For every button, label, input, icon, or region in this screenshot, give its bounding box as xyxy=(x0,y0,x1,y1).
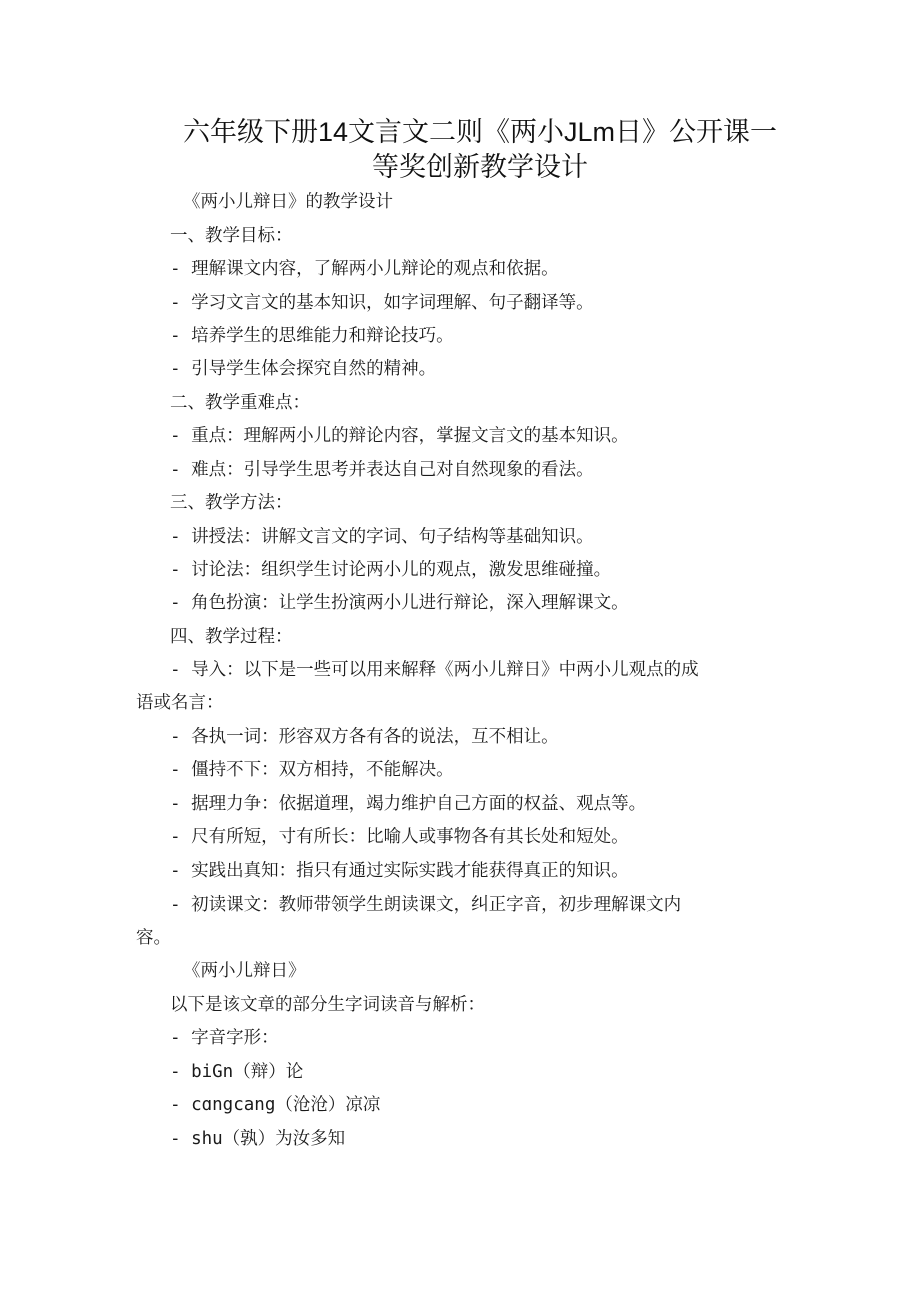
list-item: - 学习文言文的基本知识，如字词理解、句子翻译等。 xyxy=(170,293,594,313)
list-item: - 尺有所短，寸有所长：比喻人或事物各有其长处和短处。 xyxy=(170,827,629,847)
list-item: - 实践出真知：指只有通过实际实践才能获得真正的知识。 xyxy=(170,861,629,881)
list-item: - 培养学生的思维能力和辩论技巧。 xyxy=(170,326,454,346)
list-item: - 讨论法：组织学生讨论两小儿的观点，激发思维碰撞。 xyxy=(170,560,612,580)
section-heading-objectives: 一、教学目标： xyxy=(170,226,293,246)
list-item: - 据理力争：依据道理，竭力维护自己方面的权益、观点等。 xyxy=(170,794,647,814)
list-item: - 初读课文：教师带领学生朗读课文，纠正字音，初步理解课文内 xyxy=(170,895,682,915)
list-item: - 重点：理解两小儿的辩论内容，掌握文言文的基本知识。 xyxy=(170,426,629,446)
list-item: - 角色扮演：让学生扮演两小儿进行辩论，深入理解课文。 xyxy=(170,593,629,613)
text-title: 《两小儿辩日》 xyxy=(183,961,306,981)
list-item: - biGn（辩）论 xyxy=(170,1062,304,1082)
list-item: - cɑngcang（沧沧）凉凉 xyxy=(170,1095,381,1115)
lesson-subtitle: 《两小儿辩日》的教学设计 xyxy=(183,192,393,212)
document-title-line-1: 六年级下册14文言文二则《两小JLm日》公开课一 xyxy=(182,117,778,147)
list-item: - 理解课文内容，了解两小儿辩论的观点和依据。 xyxy=(170,259,559,279)
list-item: - 导入：以下是一些可以用来解释《两小儿辩日》中两小儿观点的成 xyxy=(170,660,699,680)
section-heading-methods: 三、教学方法： xyxy=(170,493,293,513)
section-heading-key-points: 二、教学重难点： xyxy=(170,393,310,413)
paragraph: 以下是该文章的部分生字词读音与解析： xyxy=(170,995,485,1015)
list-item: - 讲授法：讲解文言文的字词、句子结构等基础知识。 xyxy=(170,527,594,547)
list-item-continuation: 语或名言： xyxy=(136,693,224,713)
list-item: - 字音字形： xyxy=(170,1028,279,1048)
list-item-continuation: 容。 xyxy=(136,928,171,948)
list-item: - 各执一词：形容双方各有各的说法，互不相让。 xyxy=(170,727,559,747)
list-item: - 引导学生体会探究自然的精神。 xyxy=(170,359,437,379)
list-item: - 僵持不下：双方相持，不能解决。 xyxy=(170,760,454,780)
document-title-line-2: 等奖创新教学设计 xyxy=(372,152,588,182)
list-item: - 难点：引导学生思考并表达自己对自然现象的看法。 xyxy=(170,460,594,480)
list-item: - shu（孰）为汝多知 xyxy=(170,1129,346,1149)
section-heading-process: 四、教学过程： xyxy=(170,627,293,647)
